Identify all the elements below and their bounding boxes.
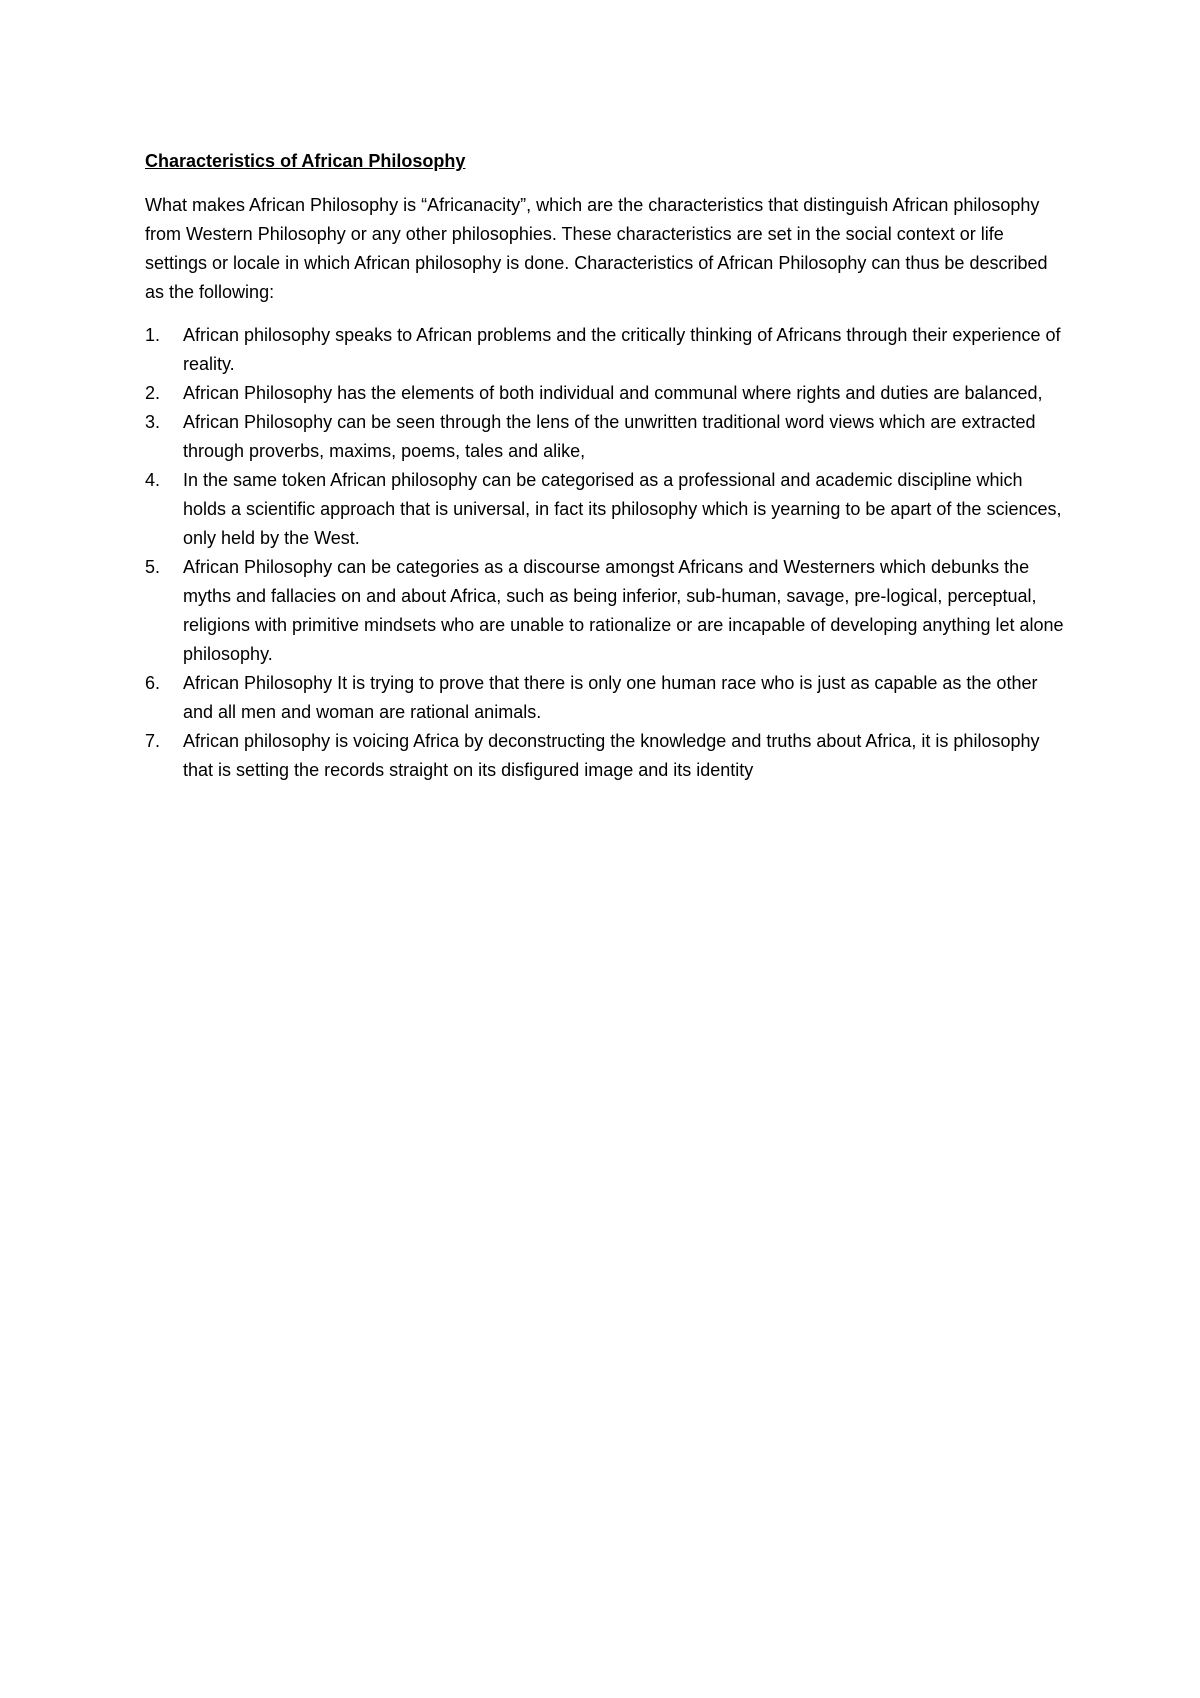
characteristics-list (145, 321, 1065, 785)
list-item-number: 7. (145, 731, 161, 751)
list-item (145, 379, 1065, 408)
list-item (145, 553, 1065, 669)
document-body (145, 147, 1065, 785)
list-item-text: African Philosophy can be categories as a discourse amongst Africans and Westerners which debunks the myths and fallacies on and about Africa, such as being inferior, sub-human, savage, pre-logical, perceptual, religions with primitive mindsets who are unable to rationalize or are incapable of developing anything let alone philosophy. (183, 557, 1064, 664)
list-item-text: African Philosophy has the elements of both individual and communal where rights and duties are balanced, (183, 383, 1043, 403)
list-item-number: 4. (145, 470, 161, 490)
list-item (145, 321, 1065, 379)
list-item-text: African Philosophy It is trying to prove that there is only one human race who is just as capable as the other and all men and woman are rational animals. (183, 673, 1038, 722)
list-item-number: 5. (145, 557, 161, 577)
list-item-number: 6. (145, 673, 161, 693)
list-item (145, 466, 1065, 553)
list-item-text: African philosophy is voicing Africa by deconstructing the knowledge and truths about Africa, it is philosophy that is setting the records straight on its disfigured image and its identity (183, 731, 1040, 780)
list-item-number: 3. (145, 412, 161, 432)
document-title: Characteristics of African Philosophy (145, 151, 466, 171)
list-item-text: In the same token African philosophy can be categorised as a professional and academic discipline which holds a scientific approach that is universal, in fact its philosophy which is yearning to be apart of the sciences, only held by the West. (183, 470, 1062, 548)
list-item-text: African philosophy speaks to African problems and the critically thinking of Africans through their experience of reality. (183, 325, 1061, 374)
list-item (145, 727, 1065, 785)
list-item (145, 669, 1065, 727)
list-item (145, 408, 1065, 466)
list-item-text: African Philosophy can be seen through the lens of the unwritten traditional word views which are extracted through proverbs, maxims, poems, tales and alike, (183, 412, 1036, 461)
list-item-number: 1. (145, 325, 161, 345)
list-item-number: 2. (145, 383, 161, 403)
intro-paragraph: What makes African Philosophy is “Africanacity”, which are the characteristics that distinguish African philosophy from Western Philosophy or any other philosophies. These characteristics are set in the social context or life settings or locale in which African philosophy is done. Characteristics of African Philosophy can thus be described as the following: (145, 195, 1048, 302)
